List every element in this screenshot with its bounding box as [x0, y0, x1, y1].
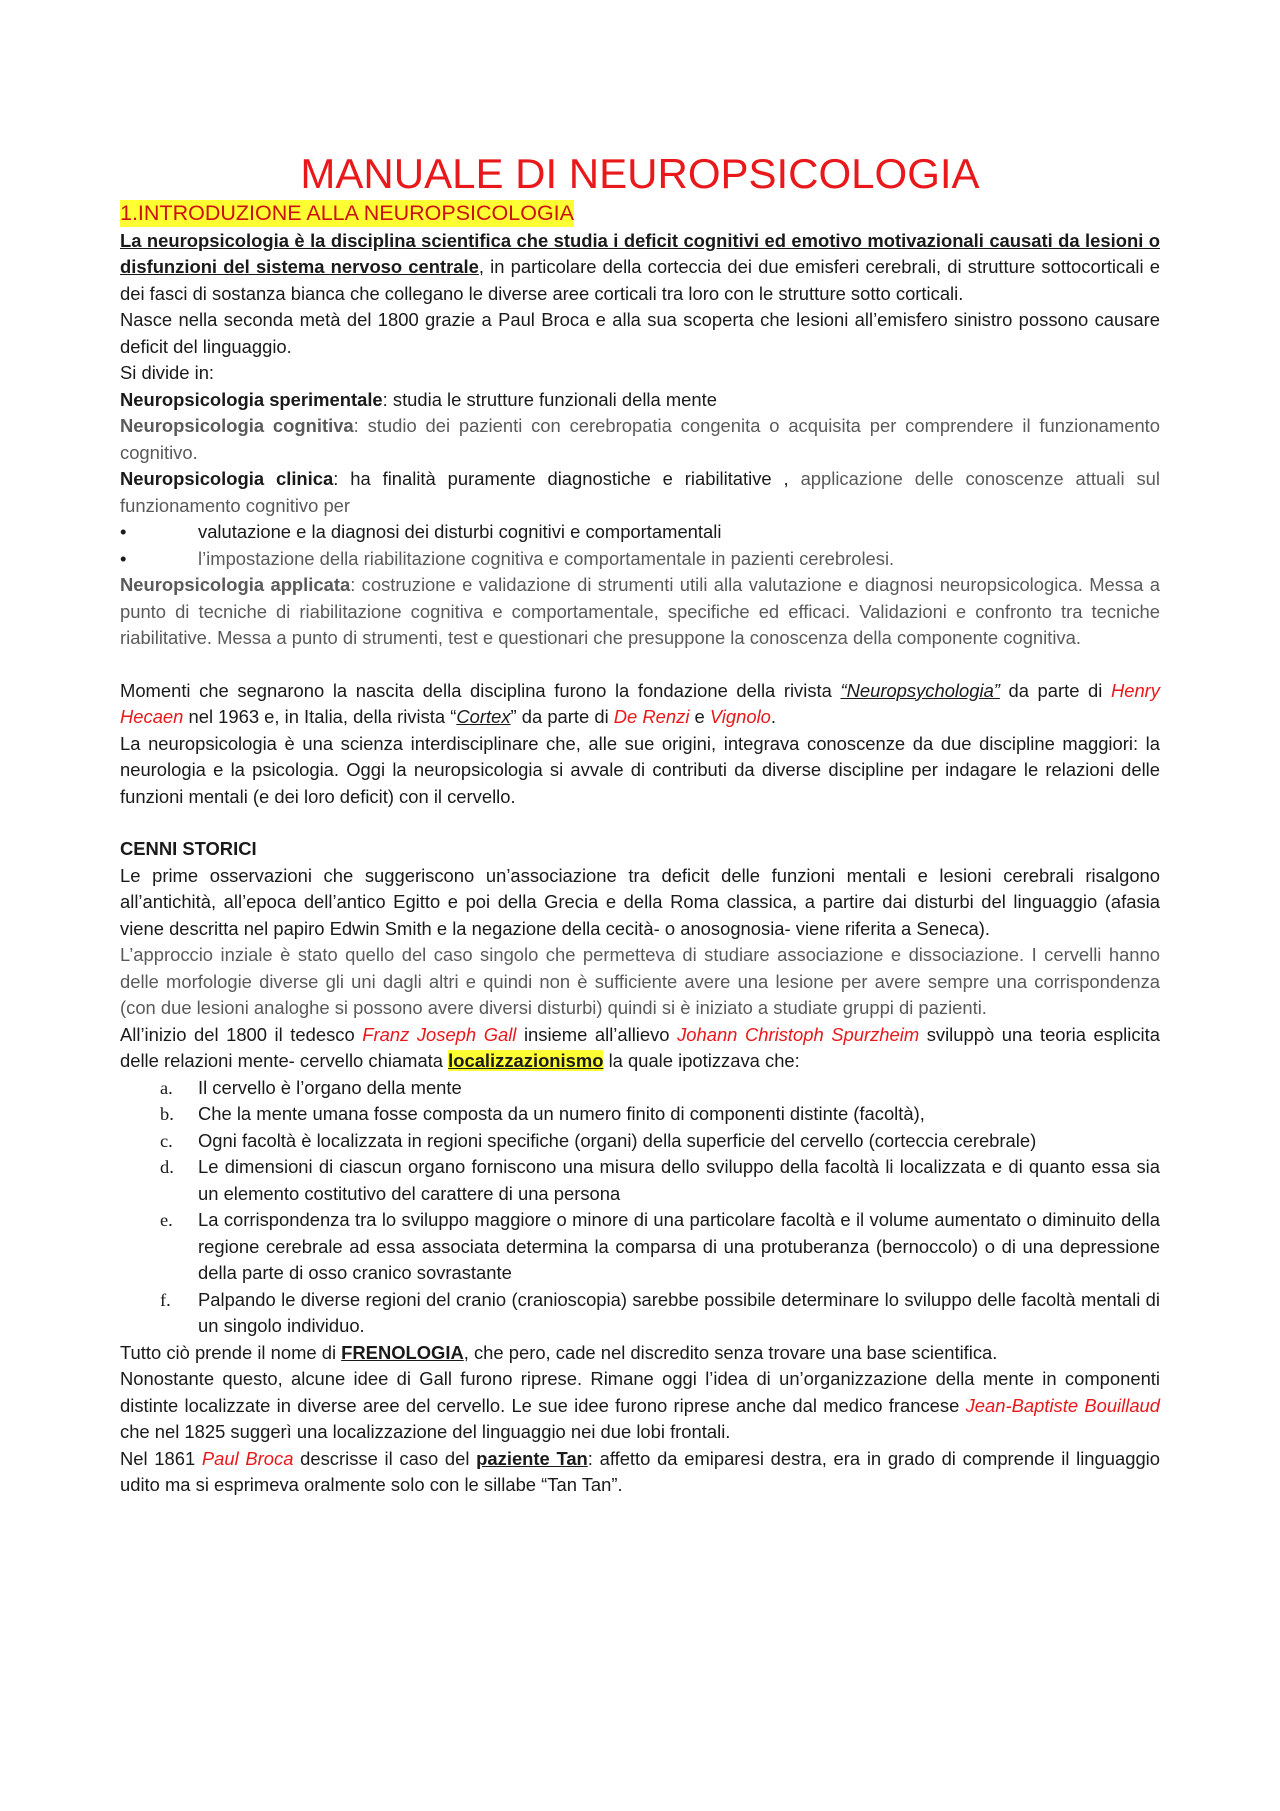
list-item: a. Il cervello è l’organo della mente [160, 1076, 462, 1098]
person-hecaen: Henry Hecaen [120, 679, 1160, 727]
person-broca: Paul Broca [201, 1447, 294, 1469]
list-item: • l’impostazione della riabilitazione cognitiva e comportamentale in pazienti cerebrolesi. [120, 546, 1160, 573]
person-derenzi: De Renzi [613, 706, 690, 727]
section-heading-introduzione: 1.INTRODUZIONE ALLA NEUROPSICOLOGIA [120, 201, 574, 225]
page-title: MANUALE DI NEUROPSICOLOGIA [300, 150, 980, 197]
item-clinica: Neuropsicologia clinica: ha finalità puramente diagnostiche e riabilitative , applicazione delle conoscenze attuali sul funzionamento cognitivo per [120, 468, 1160, 516]
person-bouillaud: Jean-Baptiste Bouillaud [965, 1394, 1160, 1416]
definition-bold: La neuropsicologia è la disciplina scientifica che studia i deficit cognitivi ed emotivo motivazionali causati da lesioni o disfunzioni del sistema nervoso centrale [120, 229, 1160, 277]
paragraph-interdisciplinare: La neuropsicologia è una scienza interdisciplinare che, alle sue origini, integrava conoscenze da due discipline maggiori: la neurologia e la psicologia. Oggi la neuropsicologia si avvale di contributi da diverse discipline per indagare le relazioni delle funzioni mentali (e dei loro deficit) con il cervello. [120, 732, 1160, 807]
person-spurzheim: Johann Christoph Spurzheim [677, 1023, 920, 1045]
list-item: d. Le dimensioni di ciascun organo forniscono una misura dello sviluppo della facoltà li localizzata e di quanto essa sia un elemento costitutivo del carattere di una persona [160, 1156, 1160, 1204]
paragraph-gall: All’inizio del 1800 il tedesco Franz Joseph Gall insieme all’allievo Johann Christoph Spurzheim sviluppò una teoria esplicita delle relazioni mente- cervello chiamata localizzazionismo la quale ipotizzava che: [120, 1023, 1160, 1071]
list-item: f. Palpando le diverse regioni del cranio (cranioscopia) sarebbe possibile determinare lo sviluppo delle facoltà mentali di un singolo individuo. [160, 1288, 1160, 1336]
bullet-list [120, 519, 1160, 572]
item-sperimentale: Neuropsicologia sperimentale: studia le strutture funzionali della mente [120, 388, 717, 410]
section-heading-cenni: CENNI STORICI [120, 838, 257, 859]
person-vignolo: Vignolo [709, 706, 771, 727]
definition-paragraph: La neuropsicologia è la disciplina scientifica che studia i deficit cognitivi ed emotivo motivazionali causati da lesioni o disfunzioni del sistema nervoso centrale, in particolare della corteccia dei due emisferi cerebrali, di strutture sottocorticali e dei fasci di sostanza bianca che collegano le diverse aree corticali tra loro con le strutture sotto corticali. [120, 229, 1160, 304]
item-cognitiva: Neuropsicologia cognitiva: studio dei pazienti con cerebropatia congenita o acquisita per comprendere il funzionamento cognitivo. [120, 415, 1161, 463]
list-item: c. Ogni facoltà è localizzata in regioni specifiche (organi) della superficie del cervello (corteccia cerebrale) [160, 1129, 1037, 1151]
list-item: • valutazione e la diagnosi dei disturbi cognitivi e comportamentali [120, 519, 1160, 546]
journal-cortex: Cortex [456, 706, 511, 727]
hypothesis-list [120, 1075, 1160, 1340]
bullet-icon: • [120, 547, 127, 569]
journal-neuropsychologia: “Neuropsychologia” [840, 679, 1000, 701]
term-localizzazionismo: localizzazionismo [448, 1050, 604, 1071]
paragraph-divide: Si divide in: [120, 362, 215, 383]
paragraph-bouillaud: Nonostante questo, alcune idee di Gall furono riprese. Rimane oggi l’idea di un’organizzazione della mente in componenti distinte localizzate in diverse aree del cervello. Le sue idee furono riprese anche dal medico francese Jean-Baptiste Bouillaud che nel 1825 suggerì una localizzazione del linguaggio nei due lobi frontali. [120, 1368, 1160, 1442]
document-page [120, 148, 1160, 1499]
paragraph-momenti: Momenti che segnarono la nascita della disciplina furono la fondazione della rivista “Neuropsychologia” da parte di Henry Hecaen nel 1963 e, in Italia, della rivista “Cortex” da parte di De Renzi e Vignolo. [120, 679, 1160, 727]
paragraph-nasce: Nasce nella seconda metà del 1800 grazie a Paul Broca e alla sua scoperta che lesioni all’emisfero sinistro possono causare deficit del linguaggio. [120, 309, 1160, 357]
item-applicata: Neuropsicologia applicata: costruzione e validazione di strumenti utili alla valutazione e diagnosi neuropsicologica. Messa a punto di tecniche di riabilitazione cognitiva e comportamentale, specifiche ed efficaci. Validazioni e confronto tra tecniche riabilitative. Messa a punto di strumenti, test e questionari che presuppone la conoscenza della componente cognitiva. [120, 574, 1160, 648]
term-paziente-tan: paziente Tan [476, 1447, 588, 1469]
paragraph-approccio: L’approccio inziale è stato quello del caso singolo che permetteva di studiare associazione e dissociazione. I cervelli hanno delle morfologie diverse gli uni dagli altri e quindi non è sufficiente avere una lesione per avere sempre una corrispondenza (con due lesioni analoghe si possono avere diversi disturbi) quindi si è iniziato a studiate gruppi di pazienti. [120, 944, 1160, 1018]
paragraph-broca: Nel 1861 Paul Broca descrisse il caso del paziente Tan: affetto da emiparesi destra, era in grado di comprende il linguaggio udito ma si esprimeva oralmente solo con le sillabe “Tan Tan”. [120, 1447, 1160, 1495]
term-frenologia: FRENOLOGIA [341, 1341, 464, 1363]
person-gall: Franz Joseph Gall [362, 1023, 517, 1045]
paragraph-prime-osservazioni: Le prime osservazioni che suggeriscono un’associazione tra deficit delle funzioni mentali e lesioni cerebrali risalgono all’antichità, all’epoca dell’antico Egitto e poi della Grecia e della Roma classica, a partire dai disturbi del linguaggio (afasia viene descritta nel papiro Edwin Smith e la negazione della cecità- o anosognosia- viene riferita a Seneca). [120, 864, 1160, 939]
paragraph-frenologia: Tutto ciò prende il nome di FRENOLOGIA, che pero, cade nel discredito senza trovare una base scientifica. [120, 1341, 998, 1363]
bullet-icon: • [120, 521, 127, 542]
list-item: b. Che la mente umana fosse composta da un numero finito di componenti distinte (facoltà), [160, 1103, 925, 1124]
list-item: e. La corrispondenza tra lo sviluppo maggiore o minore di una particolare facoltà e il volume aumentato o diminuito della regione cerebrale ad essa associata determina la comparsa di una protuberanza (bernoccolo) o di una depressione della parte di osso cranico sovrastante [160, 1209, 1160, 1283]
